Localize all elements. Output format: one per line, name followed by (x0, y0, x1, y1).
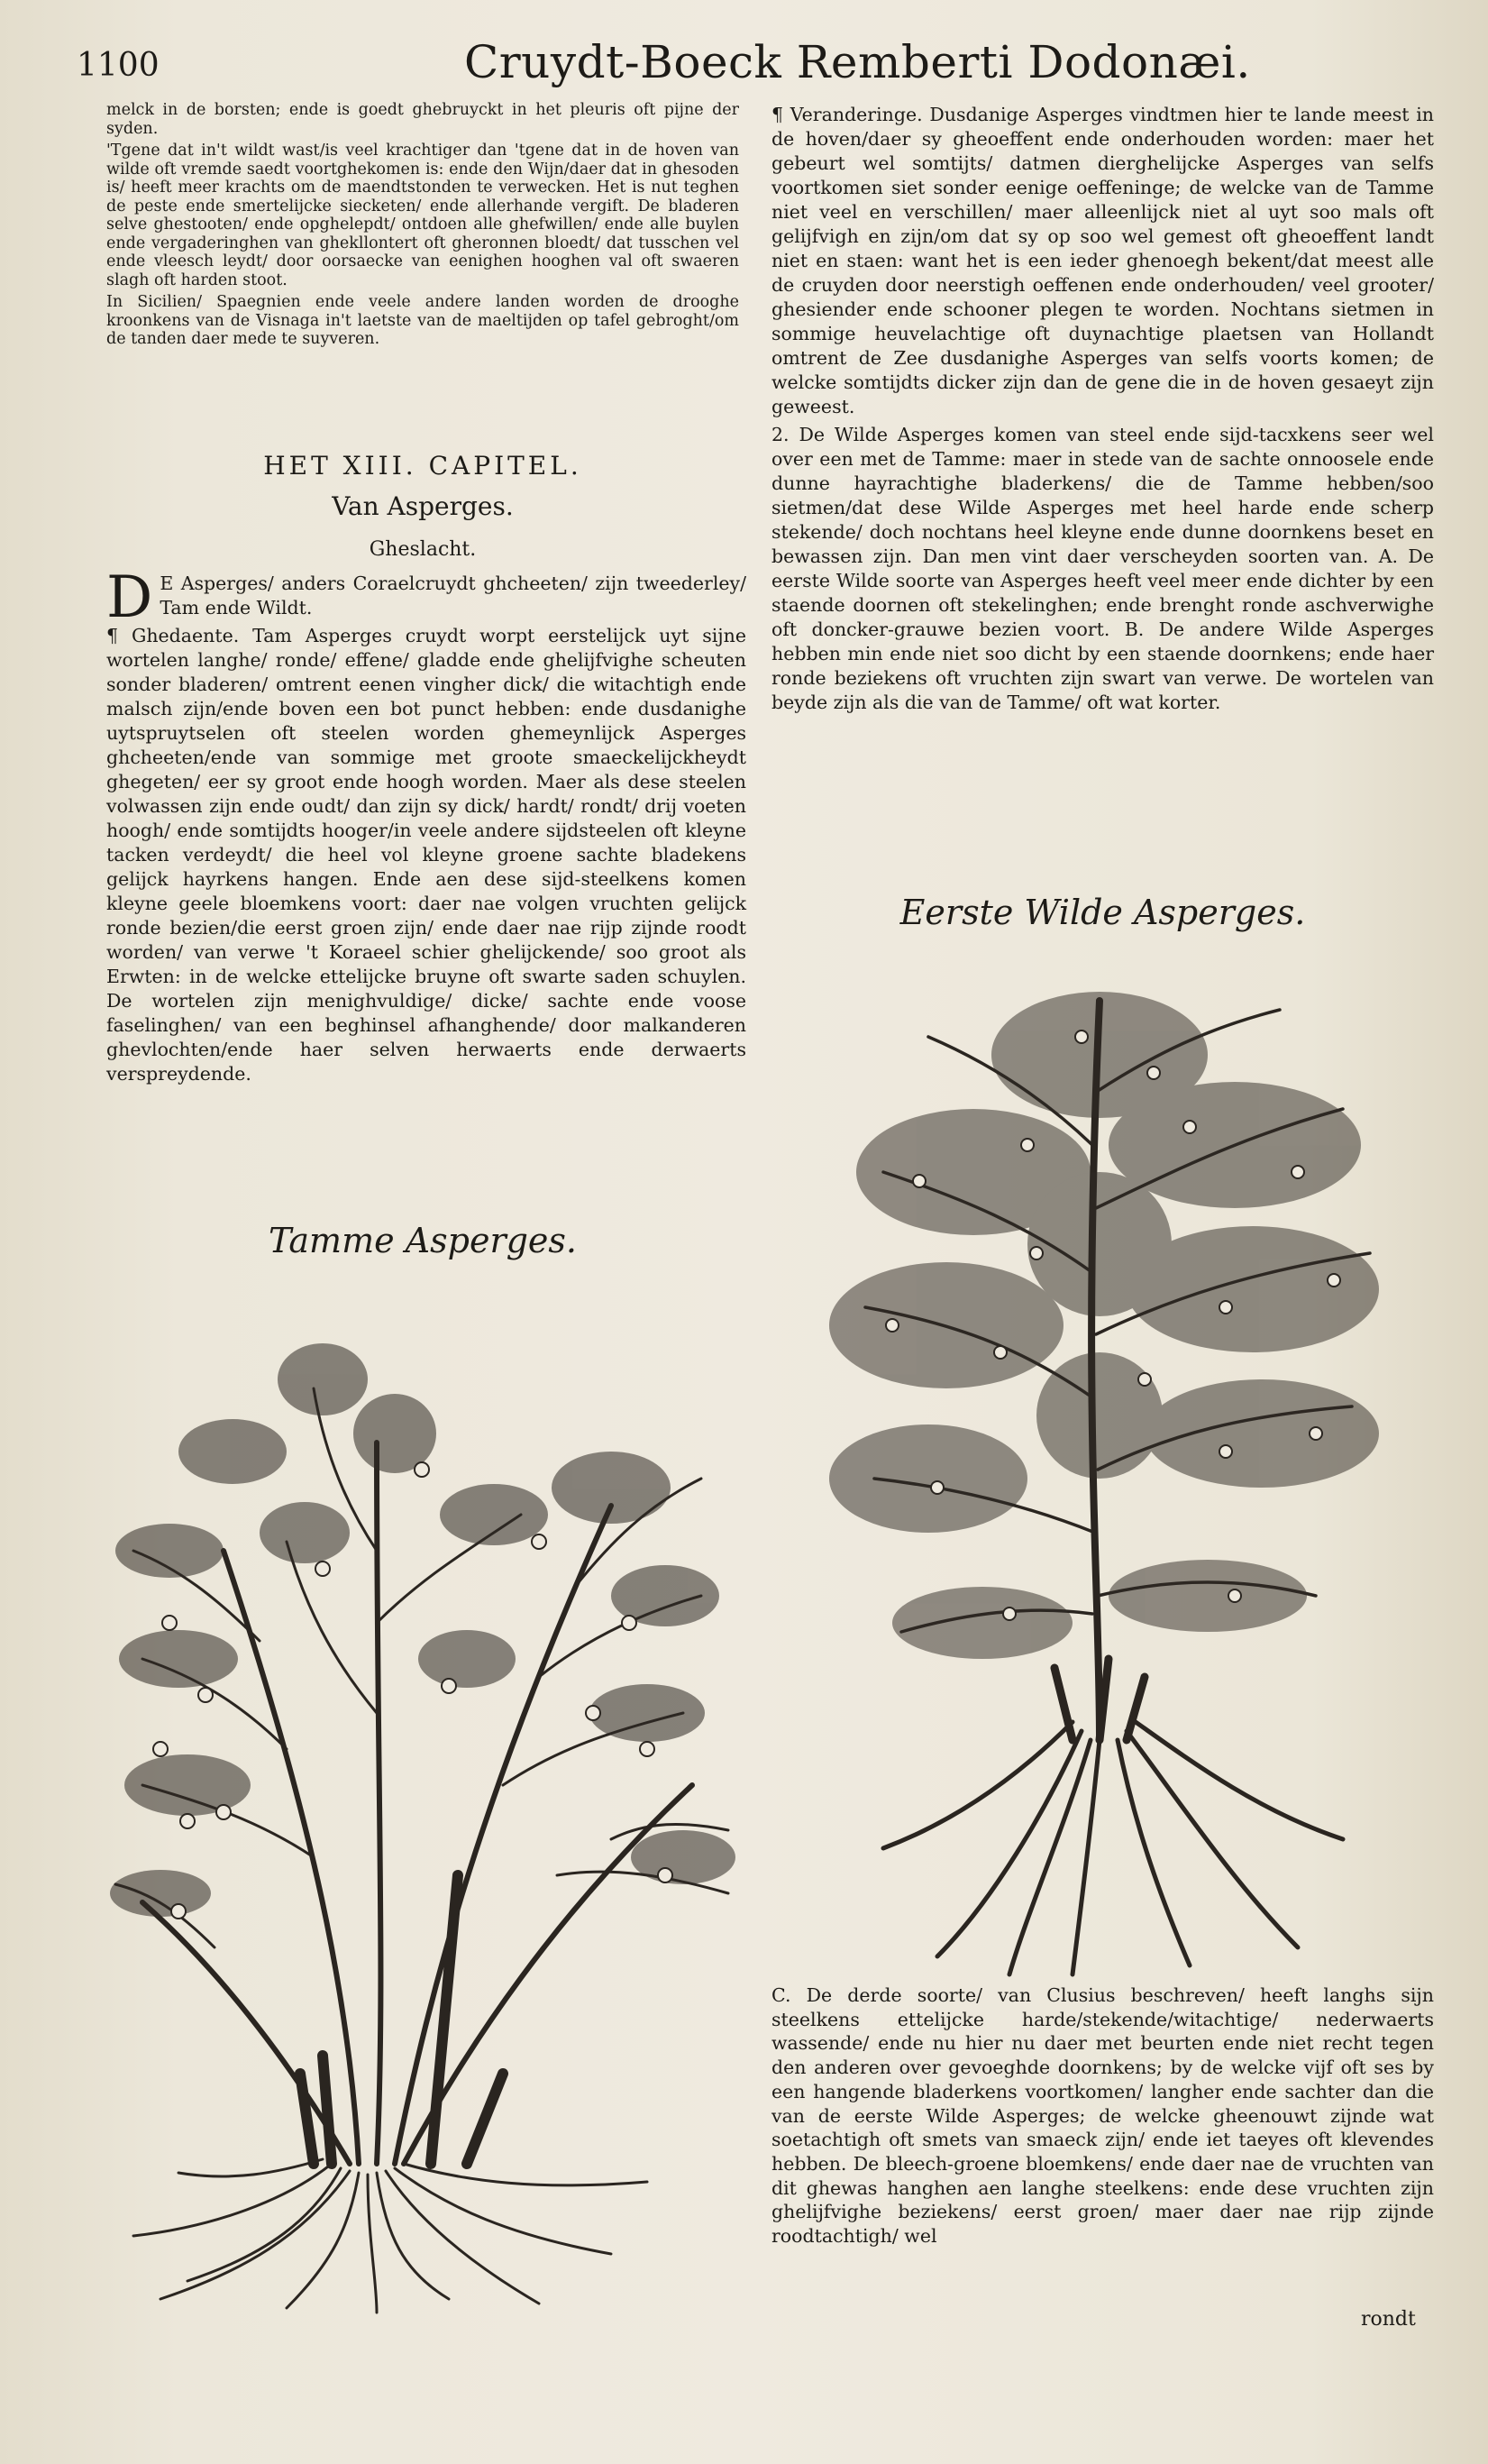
drop-cap: D (106, 564, 153, 631)
paragraph: 'Tgene dat in't wildt wast/is veel krachtiger dan 'tgene dat in de hoven van wilde oft vremde saedt voortghekomen is: ende den Wijn/daer dat in ghesoden is/ heeft meer krachts om de maendtstonden te verwecken. Het is nut teghen de peste ende smertelijcke siecketen/ ende allerhande vergift. De bladeren selve ghestooten/ ende opghelepdt/ ontdoen alle ghefwillen/ ende alle buylen ende vergaderinghen van ghekllontert oft gheronnen bloedt/ dat tusschen vel ende vleesch leydt/ door oorsaecke van eenighen hooghen val oft swaeren slagh oft harden stoot. (106, 142, 739, 289)
figure-caption-left: Tamme Asperges. (269, 1221, 577, 1260)
woodcut-tame-asparagus (106, 1280, 755, 2317)
paragraph: ¶ Veranderinge. Dusdanige Asperges vindtmen hier te lande meest in de hoven/daer sy gheoeffent ende onderhouden worden: maer het gebeurt wel somtijts/ datmen dierghelijcke Asperges van selfs voortkomen siet sonder eenige oeffeninge; de welcke van de Tamme niet veel en verschillen/ maer alleenlijck niet al uyt soo mals oft gelijfvigh en zijn/om dat sy op soo wel gemest oft gheoeffent landt niet en staen: want het is een ieder ghenoegh bekent/dat meest alle de cruyden door neerstigh oeffenen ende onderhouden/ veel grooter/ ghesiender ende schooner plegen te worden. Nochtans sietmen in sommige heuvelachtige oft duynachtige plaetsen van Hollandt omtrent de Zee dusdanighe Asperges van selfs voorts komen; de welcke somtijdts dicker zijn dan de gene die in de hoven gesaeyt zijn geweest. (771, 104, 1434, 417)
figure-caption-right: Eerste Wilde Asperges. (899, 893, 1306, 932)
paragraph: melck in de borsten; ende is goedt ghebruyckt in het pleuris oft pijne der syden. (106, 101, 739, 138)
paragraph: 2. De Wilde Asperges komen van steel ende sijd-tacxkens seer wel over een met de Tamme: maer in stede van de sachte onnoosele ende dunne hayrachtighe bladerkens/ die de Tamme hebben/soo sietmen/dat dese Wilde Asperges met heel harde ende scherp stekende/ doch nochtans heel kleyne ende dunne doornkens beset en bewassen zijn. Dan men vint daer verscheyden soorten van. A. De eerste Wilde soorte van Asperges heeft veel meer ende dichter by een staende doornen oft stekelinghen; ende brenght ronde aschverwighe oft doncker-grauwe bezien voort. B. De andere Wilde Asperges hebben min ende niet soo dicht by een staende doornkens; ende haer ronde beziekens oft vruchten zijn swart van verwe. De wortelen van beyde zijn als die van de Tamme/ oft wat korter. (771, 424, 1434, 713)
page-number: 1100 (77, 47, 160, 84)
right-column-top-text (771, 103, 1434, 719)
left-column-top-text (106, 101, 739, 353)
chapter-heading: HET XIII. CAPITEL. (263, 451, 582, 481)
catchword: rondt (1361, 2308, 1416, 2331)
left-column-main-text (106, 564, 746, 1090)
chapter-section-title: Gheslacht. (369, 538, 477, 561)
right-column-bottom-text (771, 1983, 1434, 2252)
paragraph: In Sicilien/ Spaegnien ende veele andere landen worden de drooghe kroonkens van de Visnaga in't laetste van de maeltijden op tafel gebroght/om de tanden daer mede te suyveren. (106, 293, 739, 348)
running-title: Cruydt-Boeck Remberti Dodonæi. (464, 36, 1251, 88)
page-header (77, 36, 1429, 90)
intro-paragraph (106, 564, 746, 631)
intro-text: E Asperges/ anders Coraelcruydt ghcheeten/ zijn tweederley/ Tam ende Wildt. (160, 572, 746, 618)
paragraph: C. De derde soorte/ van Clusius beschreven/ heeft langhs sijn steelkens ettelijcke harde/stekende/witachtige/ nederwaerts wassende/ ende nu hier nu daer met beurten ende niet recht tegen den anderen over gevoeghde doornkens; by de welcke vijf oft ses by een hangende bladerkens voortkomen/ langher ende sachter dan die van de eerste Wilde Asperges; de welcke gheenouwt zijnde wat soetachtigh oft smets van smaeck zijn/ ende iet taeyes oft klevendes hebben. De bleech-groene bloemkens/ ende daer nae de vruchten van dit ghewas hanghen aen langhe steelkens: ende dese vruchten zijn ghelijfvighe beziekens/ eerst groen/ maer daer nae rijp zijnde roodtachtigh/ wel (771, 1984, 1434, 2248)
woodcut-wild-asparagus (811, 947, 1406, 1983)
description-paragraph: ¶ Ghedaente. Tam Asperges cruydt worpt eerstelijck uyt sijne wortelen langhe/ ronde/ effene/ gladde ende ghelijfvighe scheuten sonder bladeren/ omtrent eenen vingher dick/ die witachtigh ende malsch zijn/ende boven een bot punct hebben: ende dusdanighe uytspruytselen oft steelen worden ghemeynlijck Asperges ghcheeten/ende van sommige met groote smaeckelijckheydt ghegeten/ eer sy groot ende hoogh worden. Maer als dese steelen volwassen zijn ende oudt/ dan zijn sy dick/ hardt/ rondt/ drij voeten hoogh/ ende somtijdts hooger/in veele andere sijdsteelen oft kleyne tacken verdeydt/ die heel vol kleyne groene sachte bladekens gelijck hayrkens hangen. Ende aen dese sijd-steelkens komen kleyne geele bloemkens voort: daer nae volgen vruchten gelijck ronde bezien/die eerst groen zijn/ ende daer nae rijp zijnde roodt worden/ van verwe 't Koraeel schier ghelijckende/ soo groot als Erwten: in de welcke ettelijcke bruyne oft swarte saden schuylen. De wortelen zijn menighvuldige/ dicke/ sachte ende voose faselinghen/ van een beghinsel afhanghende/ door malkanderen ghevlochten/ende haer selven herwaerts ende derwaerts verspreydende. (106, 625, 746, 1085)
chapter-subtitle: Van Asperges. (332, 491, 514, 521)
